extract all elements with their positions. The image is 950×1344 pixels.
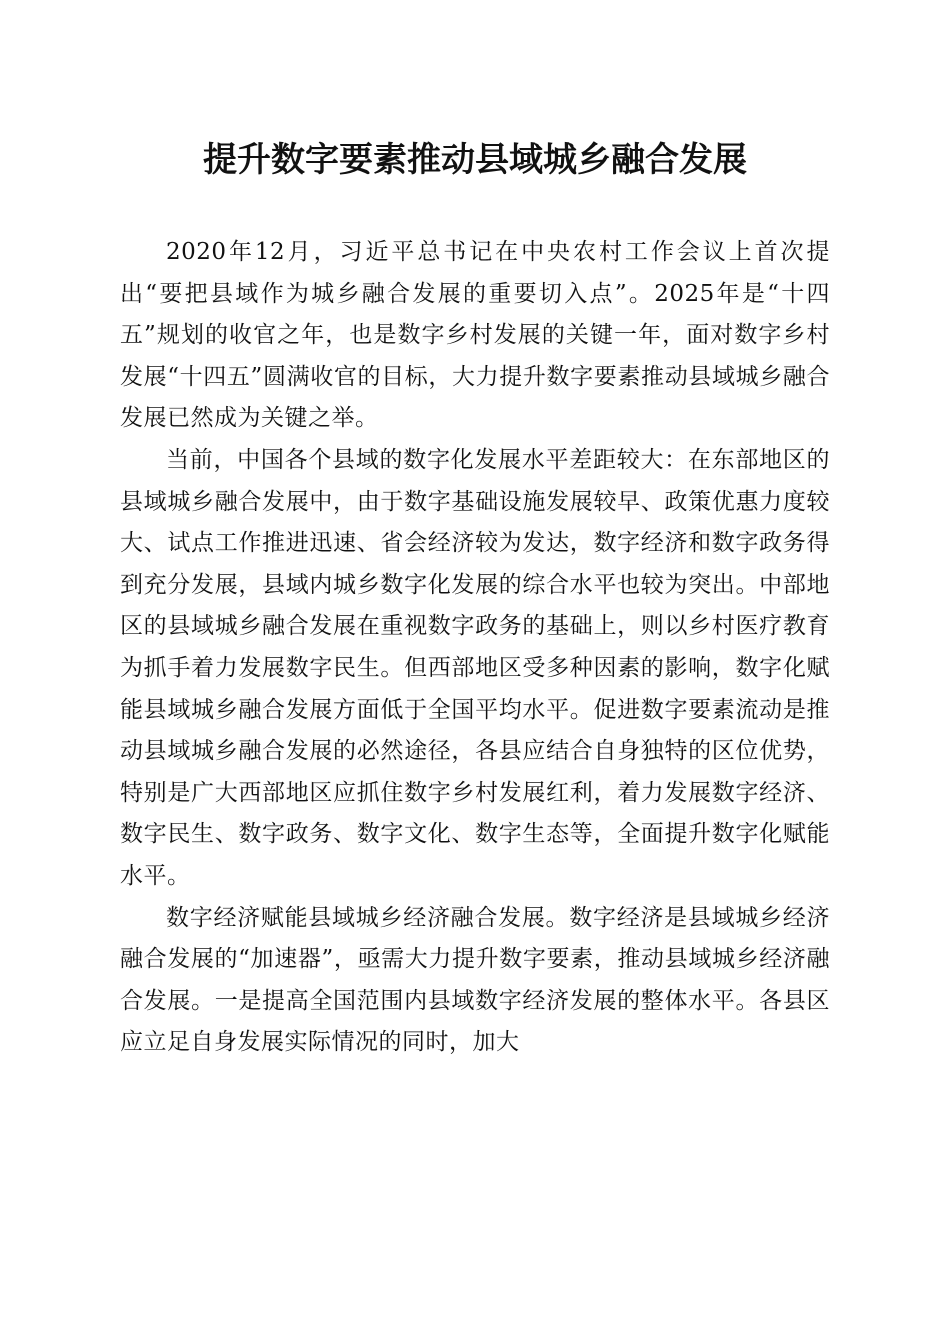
paragraph-3: 数字经济赋能县域城乡经济融合发展。数字经济是县域城乡经济融合发展的“加速器”，亟需大力提升数字要素，推动县域城乡经济融合发展。一是提高全国范围内县域数字经济发展的整体水平。各县区应立足自身发展实际情况的同时，加大 — [120, 904, 830, 1056]
document-title: 提升数字要素推动县域城乡融合发展 — [203, 140, 747, 180]
document-body — [120, 232, 830, 1064]
paragraph-2: 当前，中国各个县域的数字化发展水平差距较大：在东部地区的县域城乡融合发展中，由于数字基础设施发展较早、政策优惠力度较大、试点工作推进迅速、省会经济较为发达，数字经济和数字政务得到充分发展，县域内城乡数字化发展的综合水平也较为突出。中部地区的县域城乡融合发展在重视数字政务的基础上，则以乡村医疗教育为抓手着力发展数字民生。但西部地区受多种因素的影响，数字化赋能县域城乡融合发展方面低于全国平均水平。促进数字要素流动是推动县域城乡融合发展的必然途径，各县应结合自身独特的区位优势，特别是广大西部地区应抓住数字乡村发展红利，着力发展数字经济、数字民生、数字政务、数字文化、数字生态等，全面提升数字化赋能水平。 — [120, 446, 830, 889]
paragraph-1: 2020年12月，习近平总书记在中央农村工作会议上首次提出“要把县域作为城乡融合发展的重要切入点”。2025年是“十四五”规划的收官之年，也是数字乡村发展的关键一年，面对数字乡村发展“十四五”圆满收官的目标，大力提升数字要素推动县域城乡融合发展已然成为关键之举。 — [120, 239, 830, 432]
